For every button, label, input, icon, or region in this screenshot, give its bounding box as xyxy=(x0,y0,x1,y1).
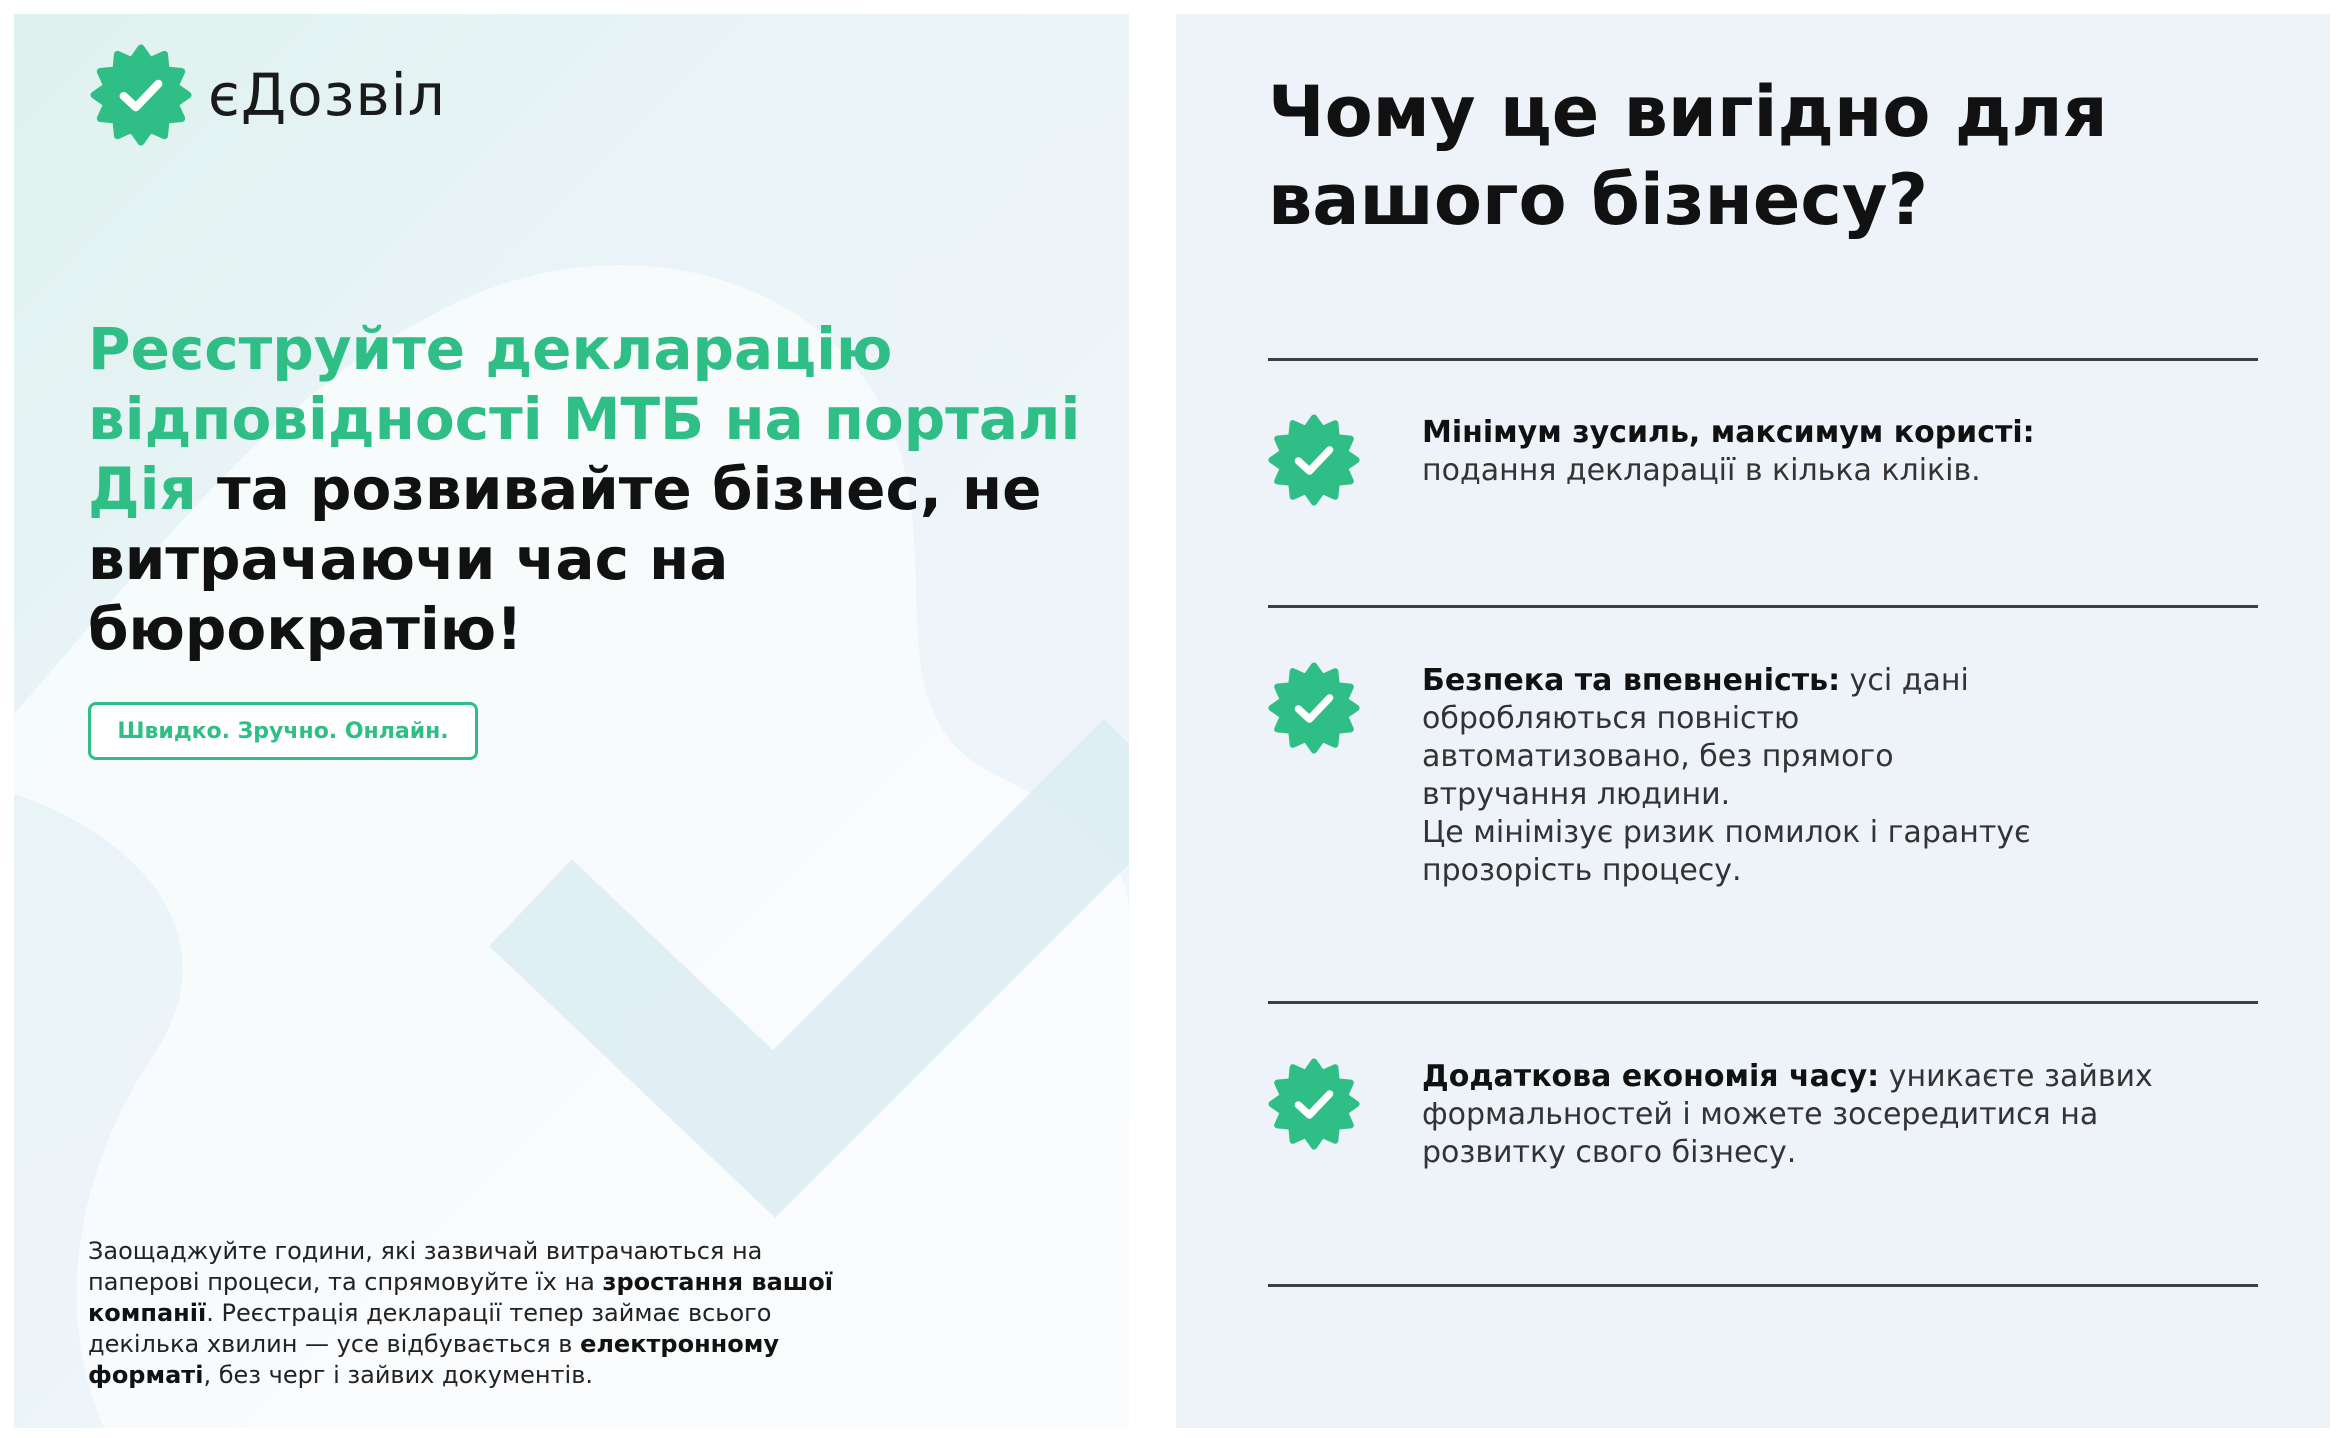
benefits-panel-right xyxy=(1176,14,2330,1428)
benefit-desc: подання декларації в кілька кліків. xyxy=(1422,453,1981,488)
benefit-desc-2: Це мінімізує ризик помилок і гарантує прозорість процесу. xyxy=(1422,815,2031,888)
intro-text-1: Заощаджуйте години, які зазвичай витрачаються на паперові процеси, та спрямовуйте їх на xyxy=(88,1237,763,1296)
divider xyxy=(1268,1001,2258,1004)
check-badge-icon xyxy=(90,44,192,146)
headline-rest: та розвивайте бізнес, не витрачаючи час на бюрократію! xyxy=(88,455,1042,663)
headline-accent: Реєструйте декларацію відповідності МТБ на порталі Дія xyxy=(88,315,1081,523)
tagline-text: Швидко. Зручно. Онлайн. xyxy=(117,718,449,744)
promo-panel-left xyxy=(14,14,1129,1428)
intro-text-3: , без черг і зайвих документів. xyxy=(203,1361,593,1389)
benefit-text xyxy=(1422,662,2042,890)
benefit-item-2 xyxy=(1268,662,2258,888)
divider xyxy=(1268,605,2258,608)
check-badge-icon xyxy=(1268,1058,1360,1150)
benefit-title: Мінімум зусиль, максимум користі: xyxy=(1422,415,2035,450)
intro-bold-2: електронному форматі xyxy=(88,1330,779,1389)
benefit-text xyxy=(1422,414,2222,490)
benefit-item-3 xyxy=(1268,1058,2258,1218)
main-headline xyxy=(88,314,1088,664)
intro-bold-1: зростання вашої компанії xyxy=(88,1268,833,1327)
benefit-desc: уникаєте зайвих формальностей і можете зосередитися на розвитку свого бізнесу. xyxy=(1422,1059,2153,1170)
intro-text-2: . Реєстрація декларації тепер займає всього декілька хвилин — усе відбувається в xyxy=(88,1299,772,1358)
check-badge-icon xyxy=(1268,662,1360,754)
intro-paragraph xyxy=(88,1236,878,1391)
benefit-desc: усі дані обробляються повністю автоматизовано, без прямого втручання людини. xyxy=(1422,663,1969,812)
brand-name: єДозвіл xyxy=(208,61,446,129)
benefit-title: Безпека та впевненість: xyxy=(1422,663,1841,698)
benefit-item-1 xyxy=(1268,414,2258,574)
benefits-title: Чому це вигідно для вашого бізнесу? xyxy=(1268,71,2108,241)
brand-logo xyxy=(90,40,446,150)
divider xyxy=(1268,358,2258,361)
tagline-badge xyxy=(88,702,478,760)
check-badge-icon xyxy=(1268,414,1360,506)
benefit-text xyxy=(1422,1058,2182,1172)
benefit-title: Додаткова економія часу: xyxy=(1422,1059,1880,1094)
divider xyxy=(1268,1284,2258,1287)
